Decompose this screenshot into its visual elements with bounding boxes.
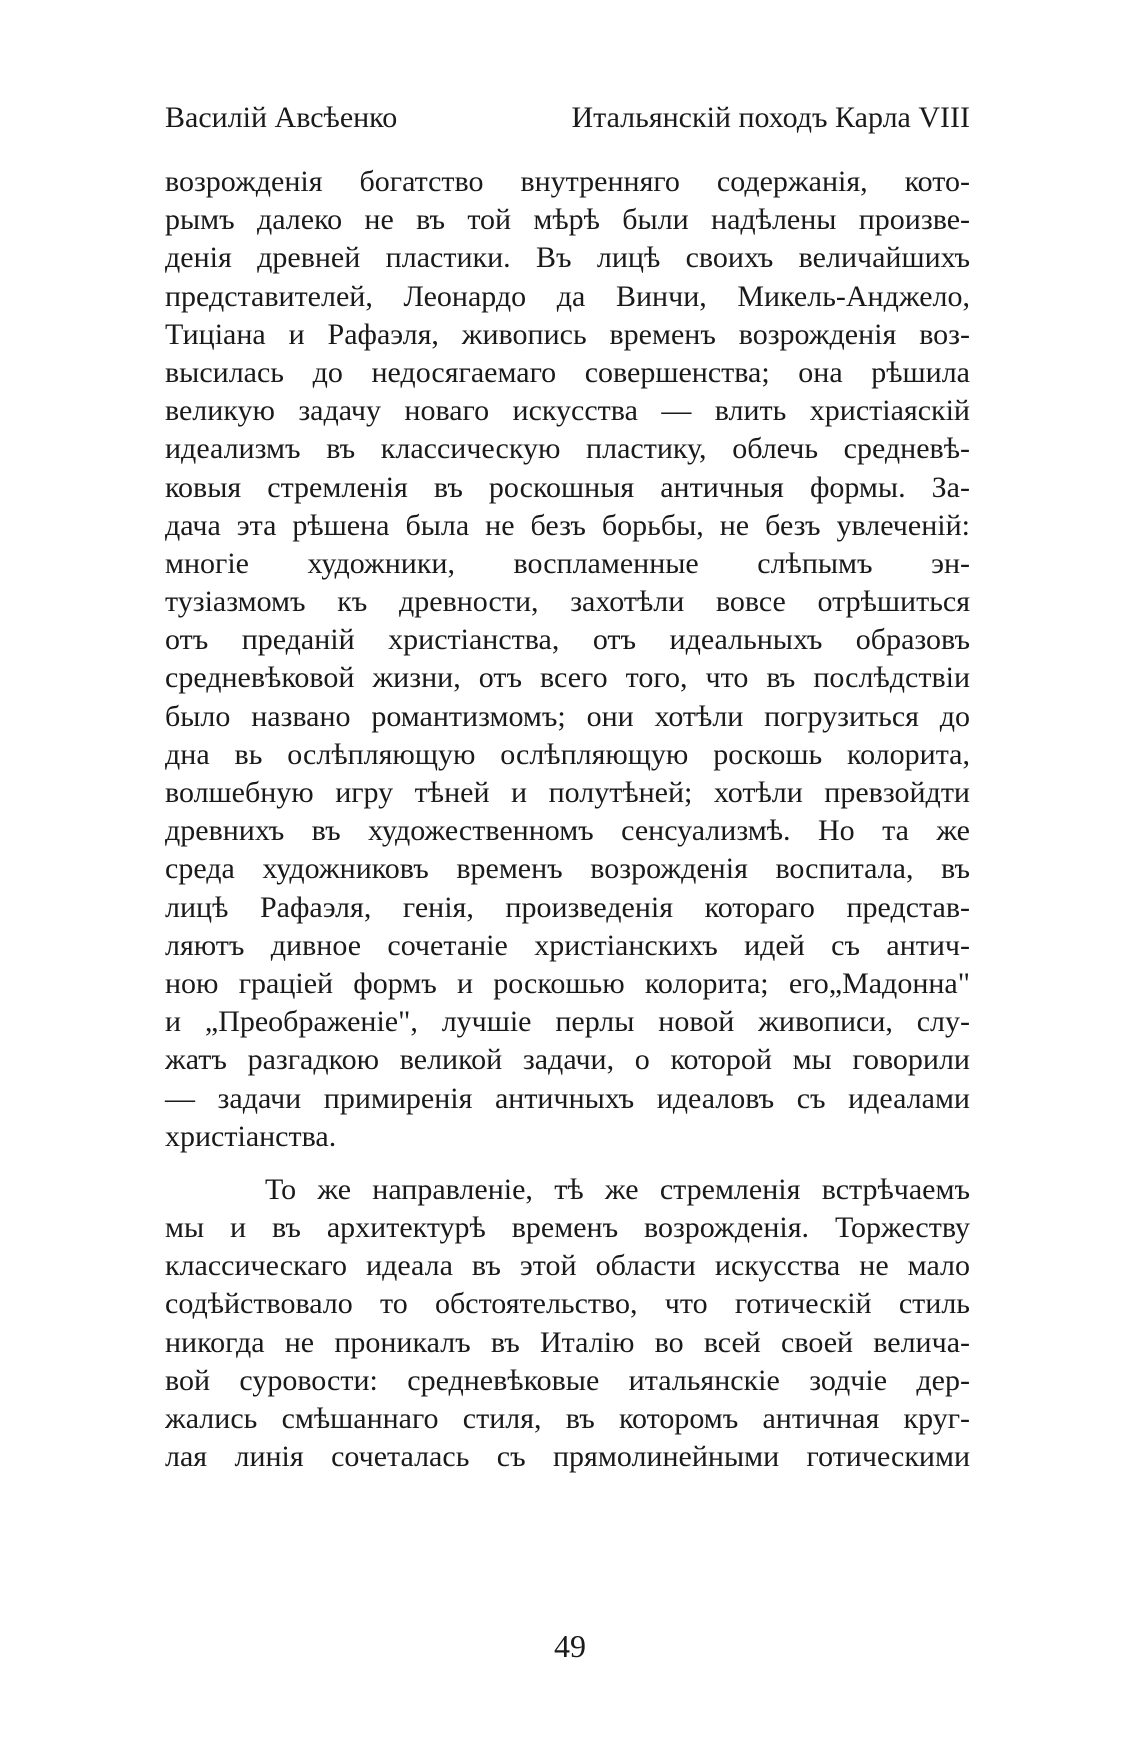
text-line: волшебную игру тѣней и полутѣней; хотѣли превзойдти: [165, 776, 970, 809]
text-line: отъ преданій христіанства, отъ идеальныхъ образовъ: [165, 623, 970, 657]
paragraph-1: [165, 163, 970, 1156]
text-line: древнихъ въ художественномъ сенсуализмѣ. Но та же: [165, 814, 970, 848]
text-line: Тиціана и Рафаэля, живопись временъ возрожденія воз-: [165, 317, 970, 351]
running-header: [165, 100, 970, 136]
text-line: многіе художники, воспламенные слѣпымъ эн-: [165, 546, 970, 580]
text-line: возрожденія богатство внутренняго содержанія, кото-: [165, 165, 970, 198]
paragraph-2: [165, 1171, 970, 1477]
text-line: жатъ разгадкою великой задачи, о которой мы говорили: [165, 1043, 970, 1077]
text-line: мы и въ архитектурѣ временъ возрожденія. Торжеству: [165, 1211, 970, 1245]
text-line: ляютъ дивное сочетаніе христіанскихъ идей съ антич-: [165, 928, 970, 962]
text-line: было названо романтизмомъ; они хотѣли погрузиться до: [165, 699, 970, 733]
page-number: 49: [554, 1628, 586, 1664]
text-line: представителей, Леонардо да Винчи, Микель-Анджело,: [165, 279, 970, 313]
text-line: классическаго идеала въ этой области искусства не мало: [165, 1249, 970, 1283]
text-line: христіанства.: [165, 1119, 337, 1153]
text-line: ковыя стремленія въ роскошныя античныя формы. За-: [165, 470, 970, 504]
text-line: То же направленіе, тѣ же стремленія встрѣчаемъ: [265, 1172, 970, 1206]
header-title: Итальянскій походъ Карла VIII: [571, 101, 970, 134]
header-author: Василій Авсѣенко: [165, 101, 398, 134]
text-line: дна вь ослѣпляющую ослѣпляющую роскошь колорита,: [165, 737, 970, 771]
text-line: высилась до недосягаемаго совершенства; она рѣшила: [165, 355, 970, 389]
text-line: дача эта рѣшена была не безъ борьбы, не безъ увлеченій:: [165, 508, 970, 542]
text-line: великую задачу новаго искусства — влить христіаяскій: [165, 394, 970, 428]
text-line: вой суровости: средневѣковые итальянскіе зодчіе дер-: [165, 1363, 970, 1397]
text-line: — задачи примиренія античныхъ идеаловъ съ идеалами: [165, 1081, 970, 1115]
text-line: лицѣ Рафаэля, генія, произведенія котораго представ-: [165, 890, 970, 924]
text-line: лая линія сочеталась съ прямолинейными готическими: [165, 1440, 970, 1474]
text-line: никогда не проникалъ въ Италію во всей своей велича-: [165, 1325, 970, 1359]
text-line: средневѣковой жизни, отъ всего того, что въ послѣдствіи: [165, 661, 970, 695]
body-text: [165, 163, 970, 1476]
text-line: рымъ далеко не въ той мѣрѣ были надѣлены произве-: [165, 203, 970, 237]
text-line: денія древней пластики. Въ лицѣ своихъ величайшихъ: [165, 241, 970, 275]
text-line: и „Преображеніе", лучшіе перлы новой живописи, слу-: [165, 1005, 970, 1039]
text-line: содѣйствовало то обстоятельство, что готическій стиль: [165, 1287, 970, 1321]
text-line: тузіазмомъ къ древности, захотѣли вовсе отрѣшиться: [165, 585, 970, 619]
text-line: жались смѣшаннаго стиля, въ которомъ античная круг-: [165, 1402, 970, 1435]
text-line: идеализмъ въ классическую пластику, облечь средневѣ-: [165, 432, 970, 466]
text-line: ною граціей формъ и роскошью колорита; его„Мадонна": [165, 966, 970, 1000]
text-line: среда художниковъ временъ возрожденія воспитала, въ: [165, 852, 970, 886]
